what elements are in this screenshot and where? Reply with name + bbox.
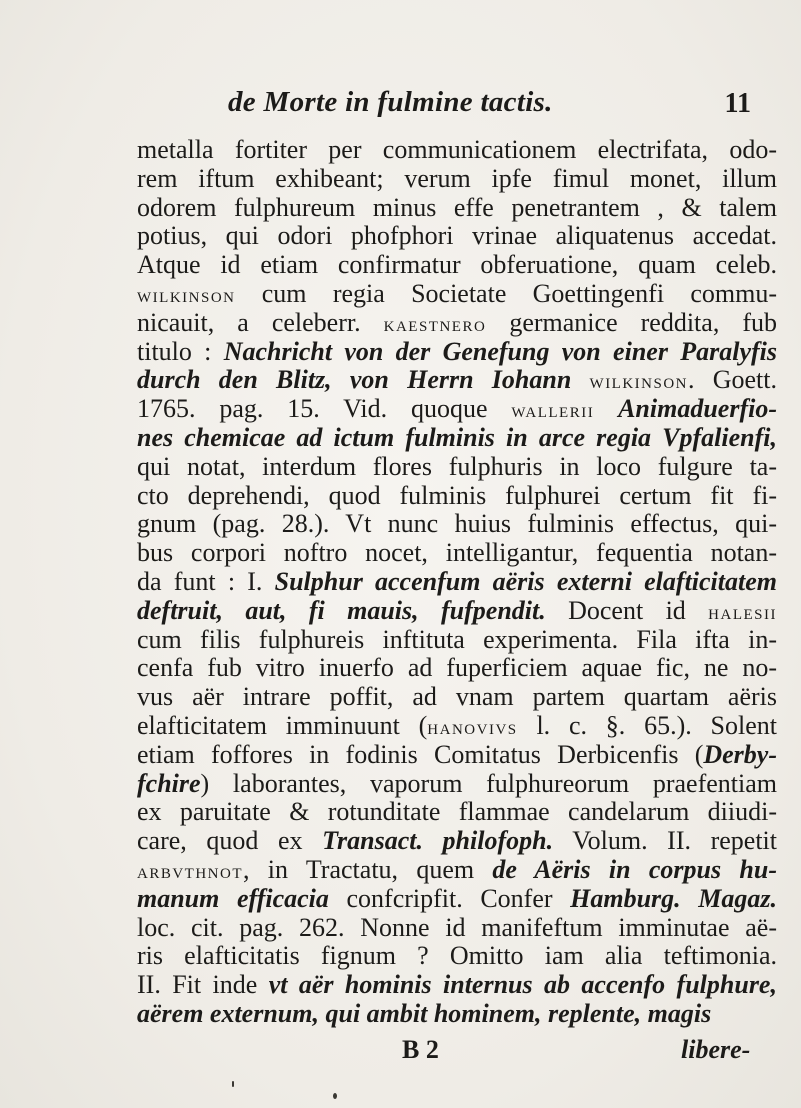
text-run: ex paruitate & rotunditate flammae candelarum diiudi- (137, 798, 777, 827)
text-run: qui notat, interdum flores fulphuris in loco fulgure ta- (137, 452, 777, 481)
text-run: vus aër intrare poffit, ad vnam partem quartam aëris (137, 683, 777, 712)
text-line (137, 626, 777, 655)
text-run: cum regia Societate Goettingenfi commu- (235, 279, 777, 308)
text-line (137, 914, 777, 943)
italic-phrase: manum efficacia (137, 884, 329, 913)
text-line (137, 597, 777, 626)
text-line (137, 309, 777, 338)
text-run (571, 366, 589, 394)
text-run: odorem fulphureum minus effe penetrantem , & talem (137, 193, 777, 222)
text-line (137, 654, 777, 683)
body-text (137, 136, 777, 1029)
text-run: gnum (pag. 28.). Vt nunc huius fulminis effectus, qui- (137, 510, 777, 539)
text-line (137, 338, 777, 367)
italic-phrase: Nachricht von der Genefung von einer Paralyfis (223, 337, 777, 366)
catchword: libere- (681, 1035, 751, 1064)
text-run: germanice reddita, fub (486, 308, 777, 337)
author-name: wilkinson (137, 281, 236, 307)
text-run: confcripfit. Confer (328, 884, 571, 913)
text-line (137, 712, 777, 741)
italic-phrase: vt aër hominis internus ab accenfo fulphure, (268, 971, 777, 1000)
text-line (137, 827, 777, 856)
text-run: loc. cit. pag. 262. Nonne id manifeftum imminutae aë- (137, 913, 777, 942)
text-run: 1765. pag. 15. Vid. quoque (137, 395, 512, 424)
text-run: ) laborantes, vaporum fulphureorum praefentiam (200, 769, 777, 798)
text-run: l. c. §. 65.). Solent (517, 711, 777, 740)
text-run: ris elafticitatis fignum ? Omitto iam alia teftimonia. (137, 942, 777, 971)
italic-phrase: de Aëris in corpus hu- (492, 855, 777, 884)
ink-speck (232, 1081, 234, 1087)
text-line (137, 856, 777, 885)
text-line (137, 424, 777, 453)
page-header (0, 86, 801, 126)
italic-phrase: nes chemicae ad ictum fulminis in arce regia Vpfalienfi, (137, 423, 777, 452)
text-run: Atque id etiam confirmatur obferuatione, quam celeb. (137, 251, 777, 280)
text-run: . Goett. (688, 366, 777, 395)
text-run: , in Tractatu, quem (243, 855, 493, 884)
signature-mark: B 2 (402, 1035, 439, 1064)
italic-phrase: Animaduerfio- (618, 395, 777, 424)
text-run (594, 395, 618, 423)
text-line (137, 366, 777, 395)
text-line (137, 942, 777, 971)
text-line (137, 453, 777, 482)
text-line (137, 770, 777, 799)
text-line (137, 683, 777, 712)
text-line (137, 251, 777, 280)
author-name: hanovivs (427, 713, 518, 739)
text-run: potius, qui odori phofphori vrinae aliquatenus accedat. (137, 222, 777, 251)
author-name: wallerii (511, 397, 595, 423)
text-run: elafticitatem imminuunt ( (137, 711, 428, 740)
text-run: Volum. II. repetit (553, 827, 777, 856)
text-line (137, 971, 777, 1000)
author-name: kaestnero (383, 310, 487, 336)
italic-phrase: durch den Blitz, von Herrn Iohann (137, 366, 572, 395)
text-line (137, 222, 777, 251)
text-run: cenfa fub vitro inuerfo ad fuperficiem aquae fic, ne no- (137, 654, 777, 683)
italic-phrase: Hamburg. Magaz. (570, 884, 777, 913)
text-run: Docent id (545, 596, 709, 625)
italic-phrase: Derby- (703, 740, 777, 769)
italic-phrase: deftruit, aut, fi mauis, fufpendit. (137, 596, 546, 625)
text-line (137, 395, 777, 424)
ink-speck (333, 1093, 337, 1099)
text-line (137, 482, 777, 511)
text-run: II. Fit inde (137, 971, 269, 1000)
text-line (137, 798, 777, 827)
author-name: wilkinson (589, 368, 689, 394)
text-line (137, 539, 777, 568)
text-run: bus corpori noftro nocet, intelligantur, fequentia notan- (137, 539, 777, 568)
author-name: halesii (708, 598, 777, 624)
page-footer (0, 1035, 801, 1067)
italic-phrase: fchire (137, 769, 201, 798)
text-line (137, 885, 777, 914)
italic-phrase: Transact. philofoph. (322, 827, 554, 856)
text-run: titulo : (137, 337, 224, 366)
text-run: da funt : I. (137, 567, 275, 596)
text-line (137, 1000, 777, 1029)
text-line (137, 280, 777, 309)
italic-phrase: aërem externum, qui ambit hominem, replente, magis (137, 999, 712, 1028)
text-line (137, 165, 777, 194)
text-run: care, quod ex (137, 827, 323, 856)
italic-phrase: Sulphur accenfum aëris externi elafticitatem (274, 567, 777, 596)
author-name: arbvthnot (137, 857, 243, 883)
text-run: nicauit, a celeberr. (137, 308, 384, 337)
text-run: cum filis fulphureis inftituta experimenta. Fila ifta in- (137, 625, 777, 654)
text-line (137, 568, 777, 597)
text-line (137, 510, 777, 539)
page-number: 11 (724, 88, 751, 119)
text-run: rem iftum exhibeant; verum ipfe fimul monet, illum (137, 164, 777, 193)
text-line (137, 136, 777, 165)
running-title: de Morte in fulmine tactis. (228, 86, 553, 118)
text-run: cto deprehendi, quod fulminis fulphurei certum fit fi- (137, 481, 777, 510)
text-run: metalla fortiter per communicationem electrifata, odo- (137, 136, 777, 164)
text-line (137, 741, 777, 770)
text-run: etiam foffores in fodinis Comitatus Derbicenfis ( (137, 740, 704, 769)
text-line (137, 194, 777, 223)
